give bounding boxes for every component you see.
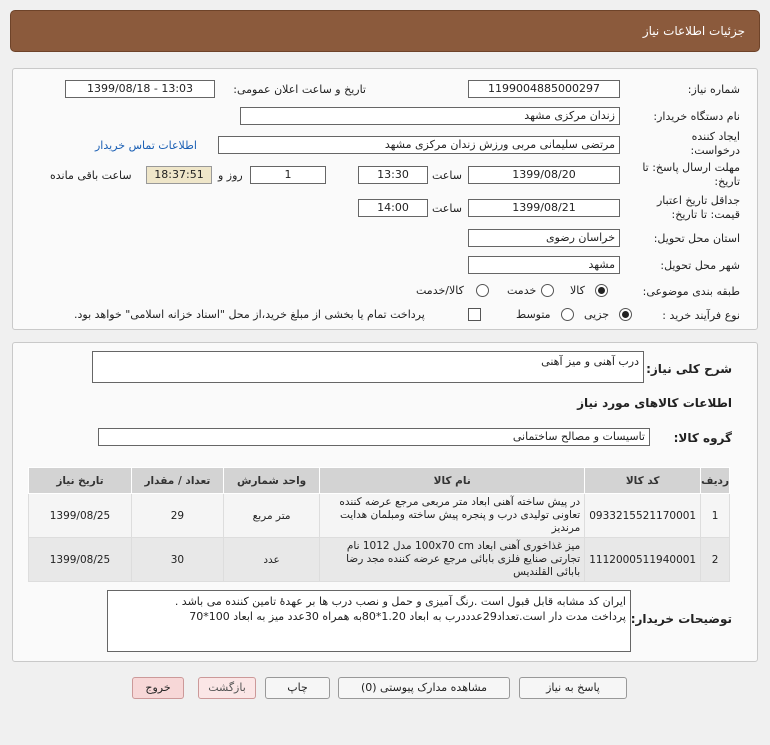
row-index: 2 [701,538,730,582]
treasury-payment-label: پرداخت تمام یا بخشی از مبلغ خرید،از محل "اسناد خزانه اسلامی" خواهد بود. [74,308,425,321]
process-minor-label: جزیی [584,308,610,321]
city-field: مشهد [468,256,620,274]
page-title: جزئیات اطلاعات نیاز [642,24,745,38]
category-goods-service-radio[interactable] [476,284,489,297]
need-number-field: 1199004885000297 [468,80,620,98]
goods-code: 1112000511940001 [585,538,701,582]
table-row [29,538,730,582]
back-button[interactable]: بازگشت [198,677,256,699]
goods-info-heading: اطلاعات کالاهای مورد نیاز [577,396,732,410]
province-label: استان محل تحویل: [653,232,740,245]
reply-time-field: 13:30 [358,166,428,184]
buyer-notes-line1: ایران کد مشابه قابل قبول است .رنگ آمیزی و حمل و نصب درب ها بر عهدهٔ تامین کننده می باشد . [174,595,626,608]
category-service-label: خدمت [507,284,537,297]
validity-date-field: 1399/08/21 [468,199,620,217]
province-field: خراسان رضوی [468,229,620,247]
process-medium-radio[interactable] [561,308,574,321]
exit-button[interactable]: خروج [132,677,184,699]
days-label: روز و [218,169,243,182]
reply-button[interactable]: پاسخ به نیاز [519,677,627,699]
process-label: نوع فرآیند خرید : [662,309,740,322]
buyer-notes-label: توضیحات خریدار: [630,612,732,626]
treasury-payment-checkbox[interactable] [468,308,481,321]
col-qty: تعداد / مقدار [131,468,223,494]
buyer-notes-line2: پرداخت مدت دار است.تعداد29عدددرب به ابعاد 1.20*80به همراه 30عدد میز به ابعاد 100*70 [189,610,626,623]
reply-date-field: 1399/08/20 [468,166,620,184]
category-service-radio[interactable] [541,284,554,297]
goods-code: 0933215521170001 [585,494,701,538]
table-row [29,494,730,538]
remaining-timer: 18:37:51 [146,166,212,184]
category-goods-label: کالا [570,284,585,297]
validity-label: جداقل تاریخ اعتبار قیمت: تا تاریخ: [656,194,740,221]
need-number-label: شماره نیاز: [687,83,740,96]
buyer-notes-box [107,590,631,652]
requester-label: ایجاد کننده درخواست: [690,130,740,157]
city-label: شهر محل تحویل: [660,259,740,272]
goods-name: در پیش ساخته آهنی ابعاد متر مربعی مرجع عرضه کننده تعاونی تولیدی درب و پنجره پیش ساخته ومبلمان هدایت مرندیز [320,494,585,538]
category-goods-radio[interactable] [595,284,608,297]
process-minor-radio[interactable] [619,308,632,321]
validity-time-label: ساعت [432,202,462,215]
validity-time-field: 14:00 [358,199,428,217]
summary-label: شرح کلی نیاز: [646,362,732,376]
col-row: ردیف [701,468,730,494]
attachments-button[interactable]: مشاهده مدارک پیوستی (0) [338,677,510,699]
summary-field [92,351,644,383]
goods-group-field: تاسیسات و مصالح ساختمانی [98,428,650,446]
reply-deadline-label: مهلت ارسال پاسخ: تا تاریخ: [642,161,740,188]
goods-group-label: گروه کالا: [673,431,732,445]
items-table-wrapper [28,467,730,582]
category-goods-service-label: کالا/خدمت [416,284,464,297]
goods-name: میز غذاخوری آهنی ابعاد 100x70 cm مدل 1012 نام تجارتی صنایع فلزی بابائی مرجع عرضه کننده مجد رضا بابائی القلندیس [320,538,585,582]
unit: متر مربع [223,494,319,538]
days-field: 1 [250,166,326,184]
buyer-contact-link[interactable]: اطلاعات تماس خریدار [95,139,197,152]
items-table [28,467,730,582]
unit: عدد [223,538,319,582]
col-code: کد کالا [585,468,701,494]
announce-field: 1399/08/18 - 13:03 [65,80,215,98]
process-medium-label: متوسط [516,308,551,321]
page-header [10,10,760,52]
buyer-org-label: نام دستگاه خریدار: [653,110,740,123]
announce-label: تاریخ و ساعت اعلان عمومی: [233,83,366,96]
remaining-label: ساعت باقی مانده [50,169,132,182]
reply-time-label: ساعت [432,169,462,182]
category-label: طبقه بندی موضوعی: [642,285,740,298]
summary-value: درب آهنی و میز آهنی [541,355,639,368]
items-table-header [29,468,730,494]
quantity: 30 [131,538,223,582]
row-index: 1 [701,494,730,538]
buyer-org-field: زندان مرکزی مشهد [240,107,620,125]
col-date: تاریخ نیاز [29,468,132,494]
requester-field: مرتضی سلیمانی مربی ورزش زندان مرکزی مشهد [218,136,620,154]
need-date: 1399/08/25 [29,538,132,582]
need-date: 1399/08/25 [29,494,132,538]
col-unit: واحد شمارش [223,468,319,494]
quantity: 29 [131,494,223,538]
col-name: نام کالا [320,468,585,494]
print-button[interactable]: چاپ [265,677,330,699]
